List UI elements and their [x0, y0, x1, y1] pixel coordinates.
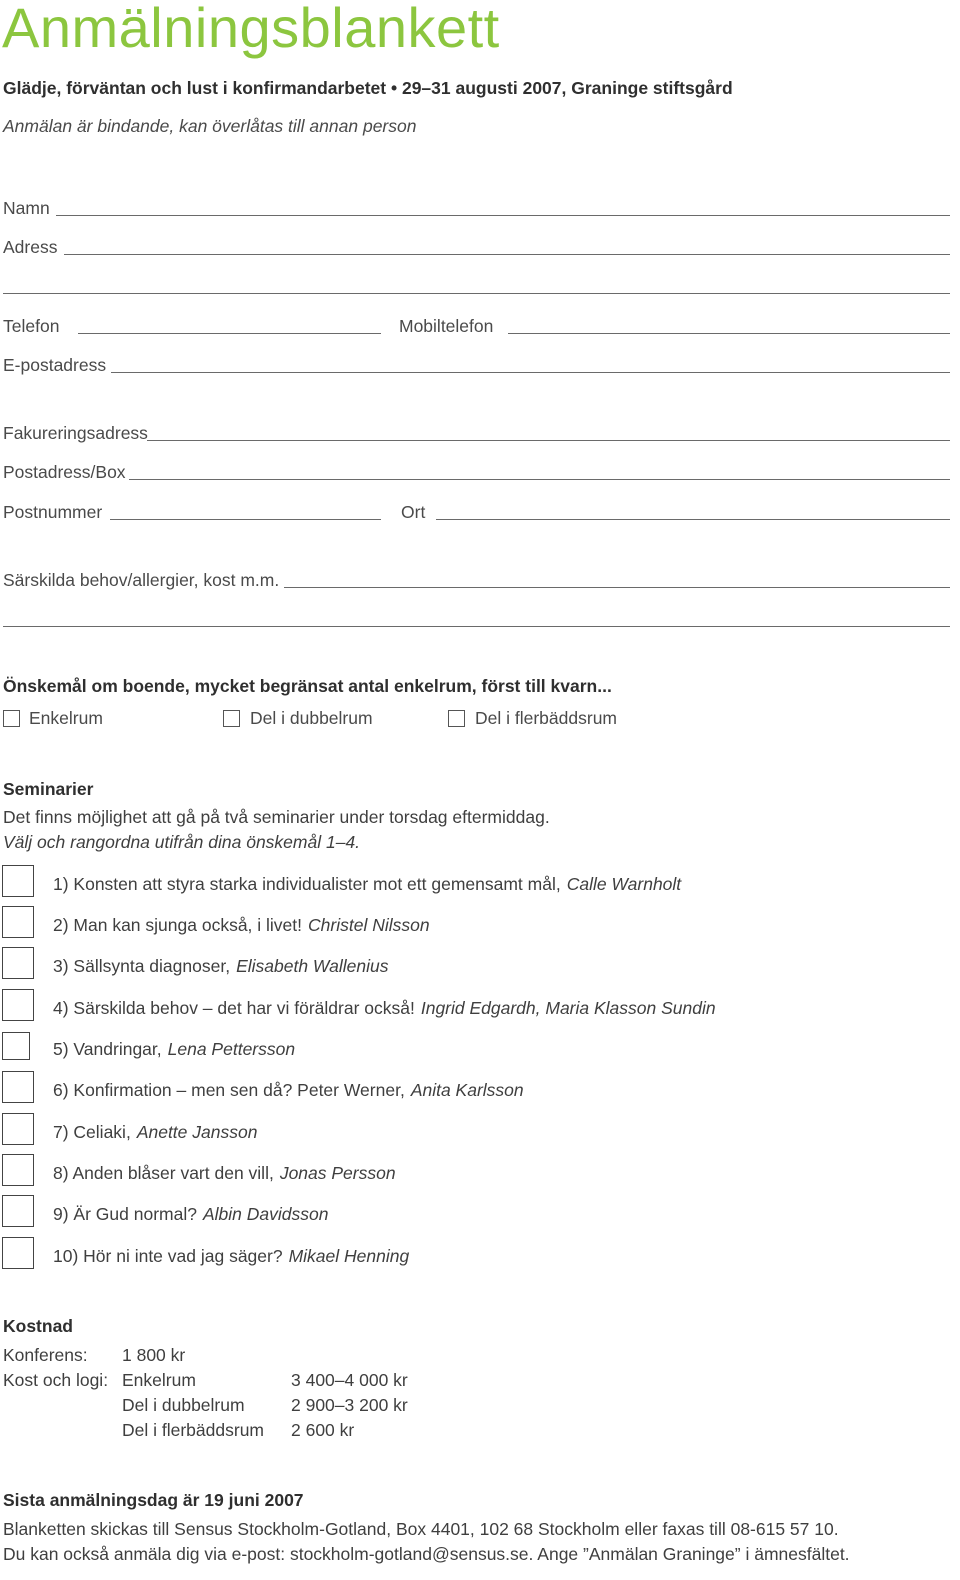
cost-room-type: Del i dubbelrum [122, 1395, 245, 1415]
deadline-email: Du kan också anmäla dig via e-post: stockholm-gotland@sensus.se. Ange ”Anmälan Graninge” i ämnesfältet. [3, 1544, 850, 1564]
postnummer-label: Postnummer [3, 502, 103, 522]
ort-label: Ort [401, 502, 426, 522]
cost-room-price: 2 900–3 200 kr [291, 1395, 408, 1415]
adress-field-line-2[interactable] [3, 293, 950, 294]
seminar-item: 8) Anden blåser vart den vill, Jonas Persson [53, 1163, 396, 1183]
konferens-label: Konferens: [3, 1345, 88, 1365]
flerbaddsrum-label: Del i flerbäddsrum [475, 708, 617, 728]
seminar-rank-box[interactable] [2, 865, 34, 897]
deadline-heading: Sista anmälningsdag är 19 juni 2007 [3, 1490, 304, 1510]
ort-field[interactable] [436, 519, 950, 520]
cost-room-price: 2 600 kr [291, 1420, 355, 1440]
sarskilda-field[interactable] [284, 587, 950, 588]
seminarier-heading: Seminarier [3, 779, 94, 799]
seminar-item: 1) Konsten att styra starka individualister mot ett gemensamt mål, Calle Warnholt [53, 874, 682, 894]
flerbaddsrum-checkbox[interactable] [448, 710, 465, 727]
deadline-address: Blanketten skickas till Sensus Stockholm-Gotland, Box 4401, 102 68 Stockholm eller faxas till 08-615 57 10. [3, 1519, 839, 1539]
seminarier-instruction: Välj och rangordna utifrån dina önskemål 1–4. [3, 832, 361, 852]
mobiltelefon-field[interactable] [508, 333, 950, 334]
cost-room-type: Del i flerbäddsrum [122, 1420, 264, 1440]
namn-label: Namn [3, 198, 50, 218]
seminar-rank-box[interactable] [2, 989, 34, 1021]
seminar-item: 3) Sällsynta diagnoser, Elisabeth Wallenius [53, 956, 389, 976]
enkelrum-label: Enkelrum [29, 708, 103, 728]
namn-field[interactable] [56, 215, 950, 216]
seminar-rank-box[interactable] [2, 906, 34, 938]
seminar-item: 6) Konfirmation – men sen då? Peter Werner, Anita Karlsson [53, 1080, 524, 1100]
enkelrum-checkbox[interactable] [3, 710, 20, 727]
kostnad-heading: Kostnad [3, 1316, 73, 1336]
event-subtitle: Glädje, förväntan och lust i konfirmandarbetet • 29–31 augusti 2007, Graninge stiftsgård [3, 78, 733, 98]
postnummer-field[interactable] [110, 519, 381, 520]
boende-heading: Önskemål om boende, mycket begränsat antal enkelrum, först till kvarn... [3, 676, 612, 696]
seminar-item: 10) Hör ni inte vad jag säger? Mikael Henning [53, 1246, 410, 1266]
seminar-item: 5) Vandringar, Lena Pettersson [53, 1039, 296, 1059]
cost-room-type: Enkelrum [122, 1370, 196, 1390]
telefon-field[interactable] [78, 333, 381, 334]
postadress-label: Postadress/Box [3, 462, 126, 482]
seminar-item: 9) Är Gud normal? Albin Davidsson [53, 1204, 329, 1224]
adress-field[interactable] [64, 254, 950, 255]
seminarier-intro: Det finns möjlighet att gå på två seminarier under torsdag eftermiddag. [3, 807, 550, 827]
adress-label: Adress [3, 237, 58, 257]
seminar-rank-box[interactable] [2, 1032, 30, 1060]
fakturering-label: Fakureringsadress [3, 423, 148, 443]
seminar-rank-box[interactable] [2, 1071, 34, 1103]
seminar-rank-box[interactable] [2, 1195, 34, 1227]
dubbelrum-checkbox[interactable] [223, 710, 240, 727]
binding-note: Anmälan är bindande, kan överlåtas till annan person [3, 116, 417, 136]
seminar-rank-box[interactable] [2, 1237, 34, 1269]
epost-label: E-postadress [3, 355, 107, 375]
page-title: Anmälningsblankett [2, 0, 500, 59]
mobiltelefon-label: Mobiltelefon [399, 316, 494, 336]
konferens-value: 1 800 kr [122, 1345, 186, 1365]
sarskilda-label: Särskilda behov/allergier, kost m.m. [3, 570, 280, 590]
epost-field[interactable] [111, 372, 950, 373]
seminar-item: 4) Särskilda behov – det har vi föräldrar också! Ingrid Edgardh, Maria Klasson Sundin [53, 998, 716, 1018]
cost-room-price: 3 400–4 000 kr [291, 1370, 408, 1390]
seminar-rank-box[interactable] [2, 1154, 34, 1186]
seminar-rank-box[interactable] [2, 1113, 34, 1145]
postadress-field[interactable] [129, 479, 950, 480]
seminar-item: 7) Celiaki, Anette Jansson [53, 1122, 258, 1142]
fakturering-field[interactable] [147, 440, 950, 441]
kost-logi-label: Kost och logi: [3, 1370, 109, 1390]
sarskilda-field-line-2[interactable] [3, 626, 950, 627]
seminar-item: 2) Man kan sjunga också, i livet! Christel Nilsson [53, 915, 430, 935]
telefon-label: Telefon [3, 316, 60, 336]
dubbelrum-label: Del i dubbelrum [250, 708, 373, 728]
seminar-rank-box[interactable] [2, 947, 34, 979]
